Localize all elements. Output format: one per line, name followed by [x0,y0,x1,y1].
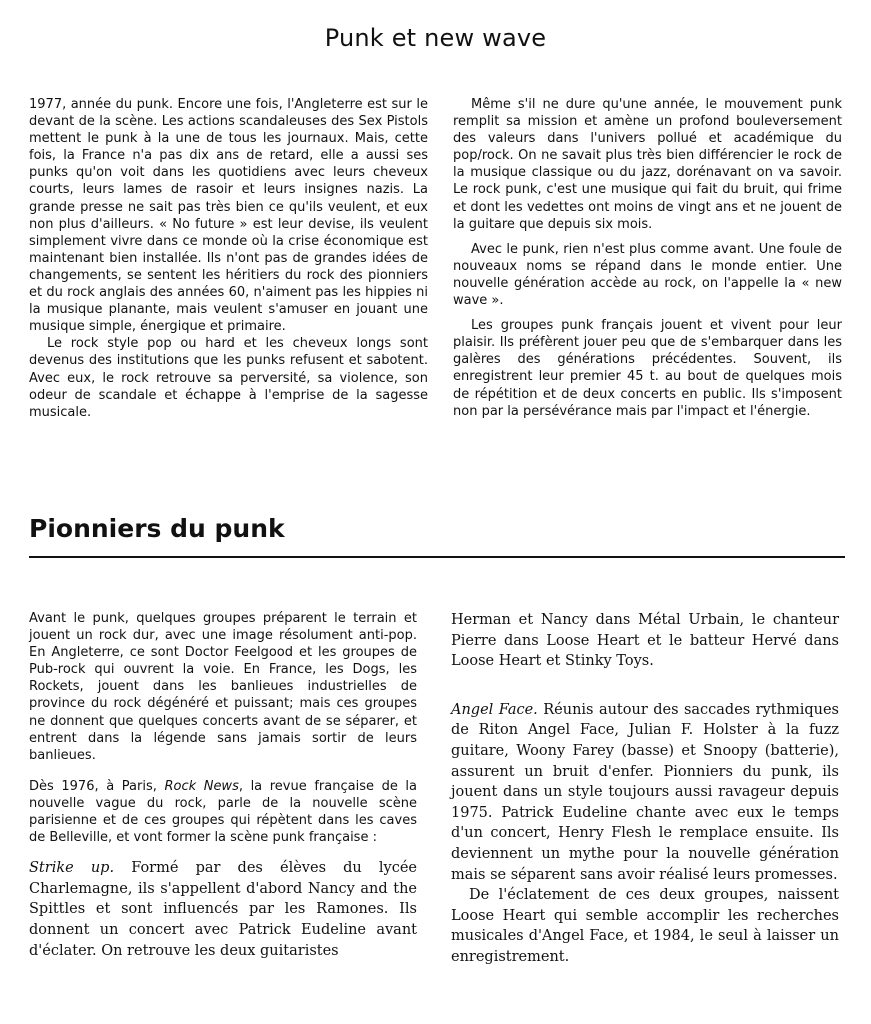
paragraph: Même s'il ne dure qu'une année, le mouvement punk remplit sa mission et amène un profond bouleversement des valeurs dans l'univers pollué et académique du pop/rock. On ne savait plus très bien différencier le rock de la musique classique ou du jazz, dorénavant on va savoir. Le rock punk, c'est une musique qui fait du bruit, qui frime et dont les vedettes ont moins de vingt ans et ne jouent de la guitare que depuis six mois. [453,97,842,232]
intro-left-column [29,96,428,421]
band-name: Angel Face. [451,701,538,718]
paragraph [451,700,839,885]
paragraph: Avec le punk, rien n'est plus comme avant. Une foule de nouveaux noms se répand dans le monde entier. Une nouvelle génération accède au rock, on l'appelle la « new wave ». [453,241,842,309]
text-run: Formé par des élèves du lycée Charlemagne, ils s'appellent d'abord Nancy and the Spittles et sont influencés par les Ramones. Ils donnent un concert avec Patrick Eudeline avant d'éclater. On retrouve les deux guitaristes [29,860,417,959]
paragraph: Herman et Nancy dans Métal Urbain, le chanteur Pierre dans Loose Heart et le batteur Hervé dans Loose Heart et Stinky Toys. [451,612,839,670]
publication-name: Rock News [164,778,239,794]
band-name: Strike up. [29,860,115,877]
text-run: Réunis autour des saccades rythmiques de Riton Angel Face, Julian F. Holster à la fuzz guitare, Woony Farey (basse) et Snoopy (batterie), assurent un bruit d'enfer. Pionniers du punk, ils jouent dans un style toujours aussi ravageur depuis 1975. Patrick Eudeline chante avec eux le temps d'un concert, Henry Flesh le remplace ensuite. Ils deviennent un mythe pour la nouvelle génération mais se séparent sans avoir réalisé leurs promesses. [451,701,839,883]
paragraph [29,858,417,961]
paragraph: Les groupes punk français jouent et vivent pour leur plaisir. Ils préfèrent jouer peu que de s'embarquer dans les galères des générations précédentes. Souvent, ils enregistrent leur premier 45 t. au bout de quelques mois de répétition et de deux concerts en public. Ils s'imposent non par la persévérance mais par l'impact et l'énergie. [453,318,842,419]
paragraph: De l'éclatement de ces deux groupes, naissent Loose Heart qui semble accomplir les recherches musicales d'Angel Face, et 1984, le seul à laisser un enregistrement. [451,887,839,965]
paragraph: Avant le punk, quelques groupes préparent le terrain et jouent un rock dur, avec une image résolument anti-pop. En Angleterre, ce sont Doctor Feelgood et les groupes de Pub-rock qui ouvrent la voie. En France, les Dogs, les Rockets, jouent dans les banlieues industrielles de province du rock dégénéré et puissant; mais ces groupes ne donnent que quelques concerts avant de se séparer, et entrent dans la légende sans jamais sortir de leurs banlieues. [29,611,417,763]
section-right-column [451,610,839,968]
intro-right-column [453,96,842,420]
section-left-column [29,610,417,961]
section-heading: Pionniers du punk [29,514,285,543]
text-run: , la revue française de la nouvelle vague du rock, parle de la nouvelle scène parisienne et de ces groupes qui répètent dans les caves de Belleville, et vont former la scène punk française : [29,778,417,846]
paragraph: Le rock style pop ou hard et les cheveux longs sont devenus des institutions que les punks refusent et sabotent. Avec eux, le rock retrouve sa perversité, sa violence, son odeur de scandale et échappe à l'emprise de la sagesse musicale. [29,336,428,420]
paragraph: 1977, année du punk. Encore une fois, l'Angleterre est sur le devant de la scène. Les actions scandaleuses des Sex Pistols mettent le punk à la une de tous les journaux. Mais, cette fois, la France n'a pas dix ans de retard, elle a aussi ses punks qu'on voit dans les quotidiens avec leurs cheveux courts, leurs lames de rasoir et leurs insignes nazis. La grande presse ne sait pas très bien ce qu'ils veulent, et eux non plus d'ailleurs. « No future » est leur devise, ils veulent simplement vivre dans ce monde où la crise économique est maintenant bien installée. Ils n'ont pas de grandes idées de changements, se sentent les héritiers du rock des pionniers et du rock anglais des années 60, n'aiment pas les hippies ni la musique planante, mais veulent s'amuser en jouant une musique simple, énergique et primaire. [29,97,428,335]
paragraph [29,778,417,846]
section-divider [29,556,845,558]
page-title: Punk et new wave [324,24,547,52]
text-run: Dès 1976, à Paris, [29,778,165,794]
